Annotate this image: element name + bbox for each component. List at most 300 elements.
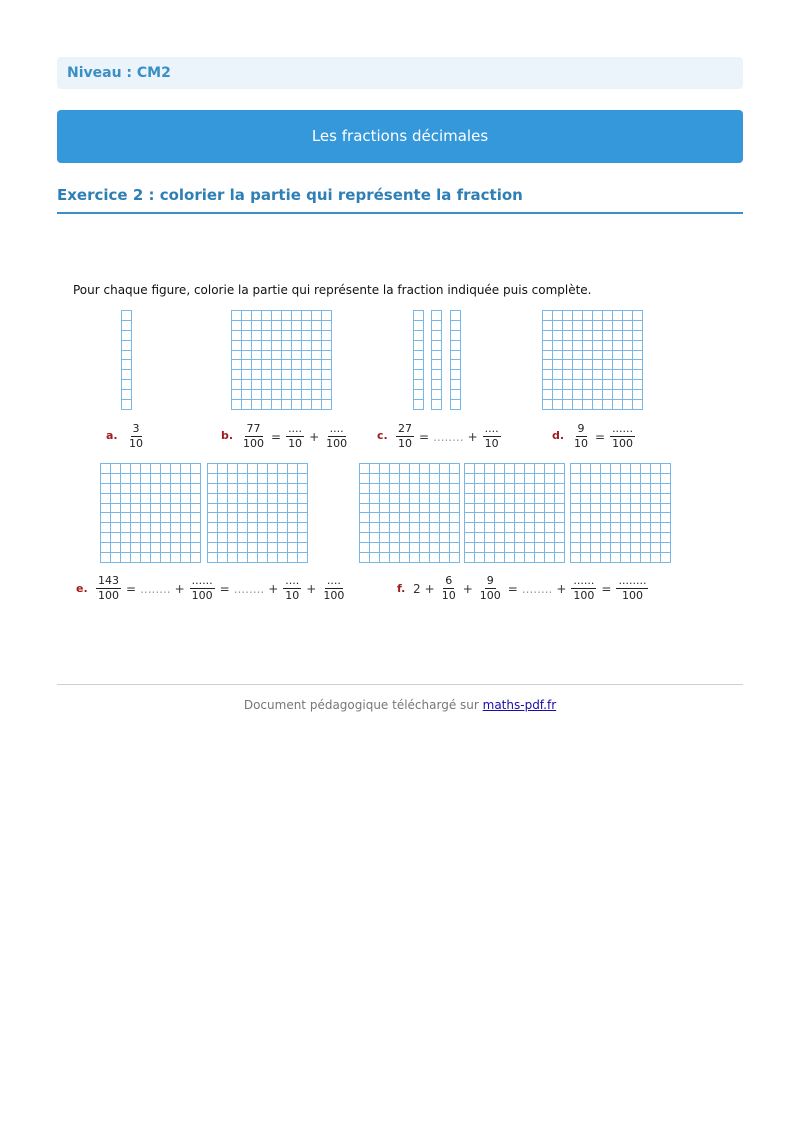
- grid-cell[interactable]: [208, 543, 217, 552]
- grid-cell[interactable]: [268, 494, 277, 503]
- grid-cell[interactable]: [242, 370, 251, 379]
- grid-cell[interactable]: [505, 553, 514, 562]
- grid-cell[interactable]: [563, 351, 572, 360]
- grid-cell[interactable]: [218, 543, 227, 552]
- grid-cell[interactable]: [591, 494, 600, 503]
- grid-cell[interactable]: [191, 523, 200, 532]
- grid-cell[interactable]: [475, 523, 484, 532]
- grid-cell[interactable]: [218, 504, 227, 513]
- grid-cell[interactable]: [322, 360, 331, 369]
- grid-cell[interactable]: [151, 553, 160, 562]
- grid-cell[interactable]: [495, 523, 504, 532]
- grid-cell[interactable]: [191, 513, 200, 522]
- grid-cell[interactable]: [613, 351, 622, 360]
- grid-cell[interactable]: [141, 553, 150, 562]
- grid-cell[interactable]: [495, 464, 504, 473]
- grid-cell[interactable]: [475, 464, 484, 473]
- grid-cell[interactable]: [535, 523, 544, 532]
- grid-cell[interactable]: [553, 351, 562, 360]
- grid-cell[interactable]: [151, 523, 160, 532]
- grid-cell[interactable]: [641, 533, 650, 542]
- grid-cell[interactable]: [111, 513, 120, 522]
- grid-cell[interactable]: [208, 513, 217, 522]
- grid-cell[interactable]: [161, 523, 170, 532]
- grid-cell[interactable]: [238, 513, 247, 522]
- grid-cell[interactable]: [360, 474, 369, 483]
- grid-cell[interactable]: [268, 513, 277, 522]
- grid-cell[interactable]: [268, 523, 277, 532]
- grid-cell[interactable]: [410, 553, 419, 562]
- grid-cell[interactable]: [171, 553, 180, 562]
- grid-cell[interactable]: [465, 464, 474, 473]
- grid-cell[interactable]: [131, 464, 140, 473]
- grid-cell[interactable]: [505, 543, 514, 552]
- grid-cell[interactable]: [302, 400, 311, 409]
- grid-cell[interactable]: [603, 370, 612, 379]
- grid-cell[interactable]: [440, 494, 449, 503]
- grid-cell[interactable]: [131, 533, 140, 542]
- grid-cell[interactable]: [191, 533, 200, 542]
- grid-cell[interactable]: [298, 504, 307, 513]
- grid-cell[interactable]: [268, 504, 277, 513]
- grid-cell[interactable]: [420, 543, 429, 552]
- grid-cell[interactable]: [515, 494, 524, 503]
- grid-cell[interactable]: [272, 360, 281, 369]
- grid-cell[interactable]: [238, 533, 247, 542]
- grid-cell[interactable]: [430, 464, 439, 473]
- grid-cell[interactable]: [583, 351, 592, 360]
- grid-cell[interactable]: [623, 321, 632, 330]
- grid-cell[interactable]: [633, 400, 642, 409]
- grid-cell[interactable]: [525, 504, 534, 513]
- grid-cell[interactable]: [312, 341, 321, 350]
- grid-cell[interactable]: [420, 474, 429, 483]
- grid-cell[interactable]: [495, 474, 504, 483]
- grid-cell[interactable]: [661, 553, 670, 562]
- grid-cell[interactable]: [410, 513, 419, 522]
- grid-cell[interactable]: [543, 370, 552, 379]
- grid-cell[interactable]: [430, 513, 439, 522]
- grid-cell[interactable]: [390, 494, 399, 503]
- grid-cell[interactable]: [661, 504, 670, 513]
- grid-cell[interactable]: [641, 494, 650, 503]
- grid-cell[interactable]: [208, 533, 217, 542]
- grid-cell[interactable]: [611, 464, 620, 473]
- grid-cell[interactable]: [242, 351, 251, 360]
- grid-cell[interactable]: [593, 370, 602, 379]
- grid-cell[interactable]: [420, 513, 429, 522]
- grid-cell[interactable]: [298, 533, 307, 542]
- grid-cell[interactable]: [218, 523, 227, 532]
- grid-cell[interactable]: [571, 553, 580, 562]
- grid-cell[interactable]: [288, 464, 297, 473]
- grid-cell[interactable]: [370, 513, 379, 522]
- grid-cell[interactable]: [272, 390, 281, 399]
- grid-cell[interactable]: [621, 533, 630, 542]
- grid-cell[interactable]: [661, 513, 670, 522]
- numerator-blank[interactable]: ........: [618, 574, 647, 587]
- grid-cell[interactable]: [121, 513, 130, 522]
- grid-cell[interactable]: [161, 474, 170, 483]
- grid-cell[interactable]: [370, 504, 379, 513]
- grid-cell[interactable]: [298, 464, 307, 473]
- grid-cell[interactable]: [571, 474, 580, 483]
- grid-cell[interactable]: [272, 341, 281, 350]
- grid-cell[interactable]: [432, 360, 441, 369]
- grid-cell[interactable]: [218, 484, 227, 493]
- grid-cell[interactable]: [390, 533, 399, 542]
- grid-cell[interactable]: [262, 331, 271, 340]
- grid-cell[interactable]: [465, 533, 474, 542]
- grid-cell[interactable]: [111, 553, 120, 562]
- grid-cell[interactable]: [258, 464, 267, 473]
- grid-cell[interactable]: [111, 464, 120, 473]
- grid-cell[interactable]: [248, 504, 257, 513]
- grid-cell[interactable]: [641, 523, 650, 532]
- grid-cell[interactable]: [258, 494, 267, 503]
- grid-cell[interactable]: [380, 543, 389, 552]
- grid-cell[interactable]: [623, 400, 632, 409]
- grid-cell[interactable]: [613, 380, 622, 389]
- grid-cell[interactable]: [278, 523, 287, 532]
- grid-cell[interactable]: [282, 390, 291, 399]
- grid-cell[interactable]: [661, 523, 670, 532]
- grid-cell[interactable]: [465, 484, 474, 493]
- grid-cell[interactable]: [465, 543, 474, 552]
- grid-cell[interactable]: [631, 474, 640, 483]
- grid-cell[interactable]: [228, 523, 237, 532]
- grid-cell[interactable]: [278, 484, 287, 493]
- grid-cell[interactable]: [543, 390, 552, 399]
- grid-cell[interactable]: [485, 533, 494, 542]
- grid-cell[interactable]: [631, 513, 640, 522]
- grid-cell[interactable]: [414, 380, 423, 389]
- grid-cell[interactable]: [591, 513, 600, 522]
- grid-cell[interactable]: [262, 370, 271, 379]
- grid-cell[interactable]: [601, 523, 610, 532]
- grid-cell[interactable]: [101, 513, 110, 522]
- grid-cell[interactable]: [292, 370, 301, 379]
- grid-cell[interactable]: [131, 504, 140, 513]
- grid-cell[interactable]: [111, 494, 120, 503]
- grid-cell[interactable]: [545, 494, 554, 503]
- grid-cell[interactable]: [360, 523, 369, 532]
- grid-cell[interactable]: [475, 543, 484, 552]
- numerator-blank[interactable]: ....: [288, 422, 303, 435]
- grid-cell[interactable]: [390, 553, 399, 562]
- grid-cell[interactable]: [312, 360, 321, 369]
- grid-cell[interactable]: [414, 351, 423, 360]
- grid-cell[interactable]: [633, 331, 642, 340]
- grid-cell[interactable]: [228, 553, 237, 562]
- grid-cell[interactable]: [298, 474, 307, 483]
- grid-cell[interactable]: [141, 543, 150, 552]
- grid-cell[interactable]: [451, 321, 460, 330]
- fraction-blank[interactable]: [571, 575, 596, 602]
- grid-cell[interactable]: [651, 474, 660, 483]
- grid-cell[interactable]: [302, 331, 311, 340]
- grid-cell[interactable]: [218, 474, 227, 483]
- grid-cell[interactable]: [495, 533, 504, 542]
- grid-cell[interactable]: [611, 504, 620, 513]
- grid-cell[interactable]: [420, 523, 429, 532]
- grid-cell[interactable]: [440, 464, 449, 473]
- grid-cell[interactable]: [535, 484, 544, 493]
- grid-cell[interactable]: [248, 523, 257, 532]
- grid-cell[interactable]: [593, 331, 602, 340]
- grid-cell[interactable]: [553, 370, 562, 379]
- grid-cell[interactable]: [545, 553, 554, 562]
- figure-c-strip-3[interactable]: [450, 310, 461, 410]
- grid-cell[interactable]: [485, 523, 494, 532]
- grid-cell[interactable]: [252, 390, 261, 399]
- grid-cell[interactable]: [111, 523, 120, 532]
- grid-cell[interactable]: [641, 543, 650, 552]
- grid-cell[interactable]: [101, 494, 110, 503]
- grid-cell[interactable]: [505, 533, 514, 542]
- grid-cell[interactable]: [430, 523, 439, 532]
- grid-cell[interactable]: [248, 553, 257, 562]
- grid-cell[interactable]: [553, 311, 562, 320]
- grid-cell[interactable]: [641, 464, 650, 473]
- grid-cell[interactable]: [238, 464, 247, 473]
- grid-cell[interactable]: [370, 523, 379, 532]
- grid-cell[interactable]: [543, 331, 552, 340]
- grid-cell[interactable]: [573, 321, 582, 330]
- grid-cell[interactable]: [282, 400, 291, 409]
- grid-cell[interactable]: [651, 543, 660, 552]
- numerator-blank[interactable]: ......: [573, 574, 595, 587]
- grid-cell[interactable]: [603, 400, 612, 409]
- grid-cell[interactable]: [593, 351, 602, 360]
- grid-cell[interactable]: [485, 543, 494, 552]
- grid-cell[interactable]: [410, 533, 419, 542]
- fraction-blank[interactable]: [321, 575, 346, 602]
- grid-cell[interactable]: [171, 464, 180, 473]
- grid-cell[interactable]: [591, 523, 600, 532]
- grid-cell[interactable]: [242, 400, 251, 409]
- grid-cell[interactable]: [288, 504, 297, 513]
- grid-cell[interactable]: [430, 474, 439, 483]
- grid-cell[interactable]: [302, 360, 311, 369]
- grid-cell[interactable]: [593, 311, 602, 320]
- grid-cell[interactable]: [485, 504, 494, 513]
- grid-cell[interactable]: [292, 380, 301, 389]
- grid-cell[interactable]: [591, 543, 600, 552]
- grid-cell[interactable]: [485, 474, 494, 483]
- grid-cell[interactable]: [232, 390, 241, 399]
- grid-cell[interactable]: [621, 474, 630, 483]
- figure-f-square-3[interactable]: [570, 463, 671, 563]
- numerator-blank[interactable]: ....: [484, 422, 499, 435]
- grid-cell[interactable]: [111, 504, 120, 513]
- grid-cell[interactable]: [248, 484, 257, 493]
- grid-cell[interactable]: [432, 341, 441, 350]
- grid-cell[interactable]: [525, 474, 534, 483]
- grid-cell[interactable]: [101, 543, 110, 552]
- grid-cell[interactable]: [292, 390, 301, 399]
- grid-cell[interactable]: [611, 533, 620, 542]
- grid-cell[interactable]: [238, 474, 247, 483]
- grid-cell[interactable]: [232, 360, 241, 369]
- grid-cell[interactable]: [262, 321, 271, 330]
- grid-cell[interactable]: [440, 504, 449, 513]
- grid-cell[interactable]: [525, 464, 534, 473]
- grid-cell[interactable]: [151, 484, 160, 493]
- grid-cell[interactable]: [651, 464, 660, 473]
- grid-cell[interactable]: [563, 370, 572, 379]
- numerator-blank[interactable]: ......: [191, 574, 213, 587]
- grid-cell[interactable]: [268, 543, 277, 552]
- grid-cell[interactable]: [242, 380, 251, 389]
- grid-cell[interactable]: [122, 341, 131, 350]
- grid-cell[interactable]: [278, 464, 287, 473]
- grid-cell[interactable]: [432, 400, 441, 409]
- grid-cell[interactable]: [191, 543, 200, 552]
- grid-cell[interactable]: [282, 370, 291, 379]
- grid-cell[interactable]: [312, 370, 321, 379]
- grid-cell[interactable]: [573, 351, 582, 360]
- grid-cell[interactable]: [535, 464, 544, 473]
- grid-cell[interactable]: [495, 543, 504, 552]
- grid-cell[interactable]: [651, 523, 660, 532]
- grid-cell[interactable]: [545, 484, 554, 493]
- grid-cell[interactable]: [161, 484, 170, 493]
- grid-cell[interactable]: [593, 400, 602, 409]
- grid-cell[interactable]: [583, 311, 592, 320]
- grid-cell[interactable]: [573, 380, 582, 389]
- grid-cell[interactable]: [583, 380, 592, 389]
- grid-cell[interactable]: [450, 474, 459, 483]
- grid-cell[interactable]: [252, 351, 261, 360]
- grid-cell[interactable]: [545, 543, 554, 552]
- grid-cell[interactable]: [563, 311, 572, 320]
- grid-cell[interactable]: [400, 484, 409, 493]
- grid-cell[interactable]: [420, 553, 429, 562]
- grid-cell[interactable]: [495, 494, 504, 503]
- grid-cell[interactable]: [440, 513, 449, 522]
- numerator-blank[interactable]: ....: [326, 574, 341, 587]
- grid-cell[interactable]: [505, 523, 514, 532]
- grid-cell[interactable]: [141, 523, 150, 532]
- grid-cell[interactable]: [475, 484, 484, 493]
- grid-cell[interactable]: [380, 553, 389, 562]
- grid-cell[interactable]: [131, 484, 140, 493]
- grid-cell[interactable]: [238, 523, 247, 532]
- grid-cell[interactable]: [122, 400, 131, 409]
- grid-cell[interactable]: [583, 341, 592, 350]
- grid-cell[interactable]: [432, 390, 441, 399]
- grid-cell[interactable]: [248, 494, 257, 503]
- grid-cell[interactable]: [555, 464, 564, 473]
- grid-cell[interactable]: [603, 360, 612, 369]
- grid-cell[interactable]: [218, 533, 227, 542]
- grid-cell[interactable]: [171, 474, 180, 483]
- grid-cell[interactable]: [553, 380, 562, 389]
- grid-cell[interactable]: [122, 331, 131, 340]
- grid-cell[interactable]: [302, 380, 311, 389]
- grid-cell[interactable]: [272, 370, 281, 379]
- grid-cell[interactable]: [228, 543, 237, 552]
- grid-cell[interactable]: [573, 360, 582, 369]
- grid-cell[interactable]: [370, 464, 379, 473]
- grid-cell[interactable]: [545, 474, 554, 483]
- grid-cell[interactable]: [623, 370, 632, 379]
- grid-cell[interactable]: [641, 484, 650, 493]
- grid-cell[interactable]: [581, 513, 590, 522]
- grid-cell[interactable]: [515, 474, 524, 483]
- grid-cell[interactable]: [432, 380, 441, 389]
- grid-cell[interactable]: [282, 380, 291, 389]
- grid-cell[interactable]: [390, 504, 399, 513]
- grid-cell[interactable]: [571, 464, 580, 473]
- grid-cell[interactable]: [621, 484, 630, 493]
- grid-cell[interactable]: [322, 351, 331, 360]
- grid-cell[interactable]: [631, 494, 640, 503]
- grid-cell[interactable]: [370, 484, 379, 493]
- grid-cell[interactable]: [141, 513, 150, 522]
- grid-cell[interactable]: [191, 494, 200, 503]
- grid-cell[interactable]: [475, 533, 484, 542]
- grid-cell[interactable]: [543, 400, 552, 409]
- grid-cell[interactable]: [282, 341, 291, 350]
- grid-cell[interactable]: [191, 484, 200, 493]
- grid-cell[interactable]: [121, 543, 130, 552]
- grid-cell[interactable]: [611, 543, 620, 552]
- grid-cell[interactable]: [232, 321, 241, 330]
- grid-cell[interactable]: [208, 523, 217, 532]
- grid-cell[interactable]: [430, 484, 439, 493]
- grid-cell[interactable]: [485, 513, 494, 522]
- grid-cell[interactable]: [563, 380, 572, 389]
- grid-cell[interactable]: [545, 523, 554, 532]
- grid-cell[interactable]: [661, 543, 670, 552]
- grid-cell[interactable]: [525, 533, 534, 542]
- grid-cell[interactable]: [370, 494, 379, 503]
- grid-cell[interactable]: [232, 400, 241, 409]
- grid-cell[interactable]: [370, 553, 379, 562]
- grid-cell[interactable]: [400, 543, 409, 552]
- grid-cell[interactable]: [292, 400, 301, 409]
- grid-cell[interactable]: [601, 513, 610, 522]
- grid-cell[interactable]: [475, 504, 484, 513]
- grid-cell[interactable]: [553, 321, 562, 330]
- grid-cell[interactable]: [278, 513, 287, 522]
- figure-f-square-2[interactable]: [464, 463, 565, 563]
- grid-cell[interactable]: [525, 523, 534, 532]
- grid-cell[interactable]: [312, 390, 321, 399]
- grid-cell[interactable]: [593, 321, 602, 330]
- grid-cell[interactable]: [191, 474, 200, 483]
- grid-cell[interactable]: [288, 553, 297, 562]
- answer-blank[interactable]: ........: [521, 581, 553, 596]
- grid-cell[interactable]: [370, 543, 379, 552]
- grid-cell[interactable]: [450, 504, 459, 513]
- grid-cell[interactable]: [171, 523, 180, 532]
- grid-cell[interactable]: [621, 553, 630, 562]
- grid-cell[interactable]: [262, 360, 271, 369]
- grid-cell[interactable]: [613, 400, 622, 409]
- grid-cell[interactable]: [131, 494, 140, 503]
- grid-cell[interactable]: [410, 474, 419, 483]
- grid-cell[interactable]: [631, 553, 640, 562]
- grid-cell[interactable]: [282, 331, 291, 340]
- grid-cell[interactable]: [360, 464, 369, 473]
- grid-cell[interactable]: [621, 513, 630, 522]
- grid-cell[interactable]: [450, 553, 459, 562]
- grid-cell[interactable]: [302, 321, 311, 330]
- grid-cell[interactable]: [563, 341, 572, 350]
